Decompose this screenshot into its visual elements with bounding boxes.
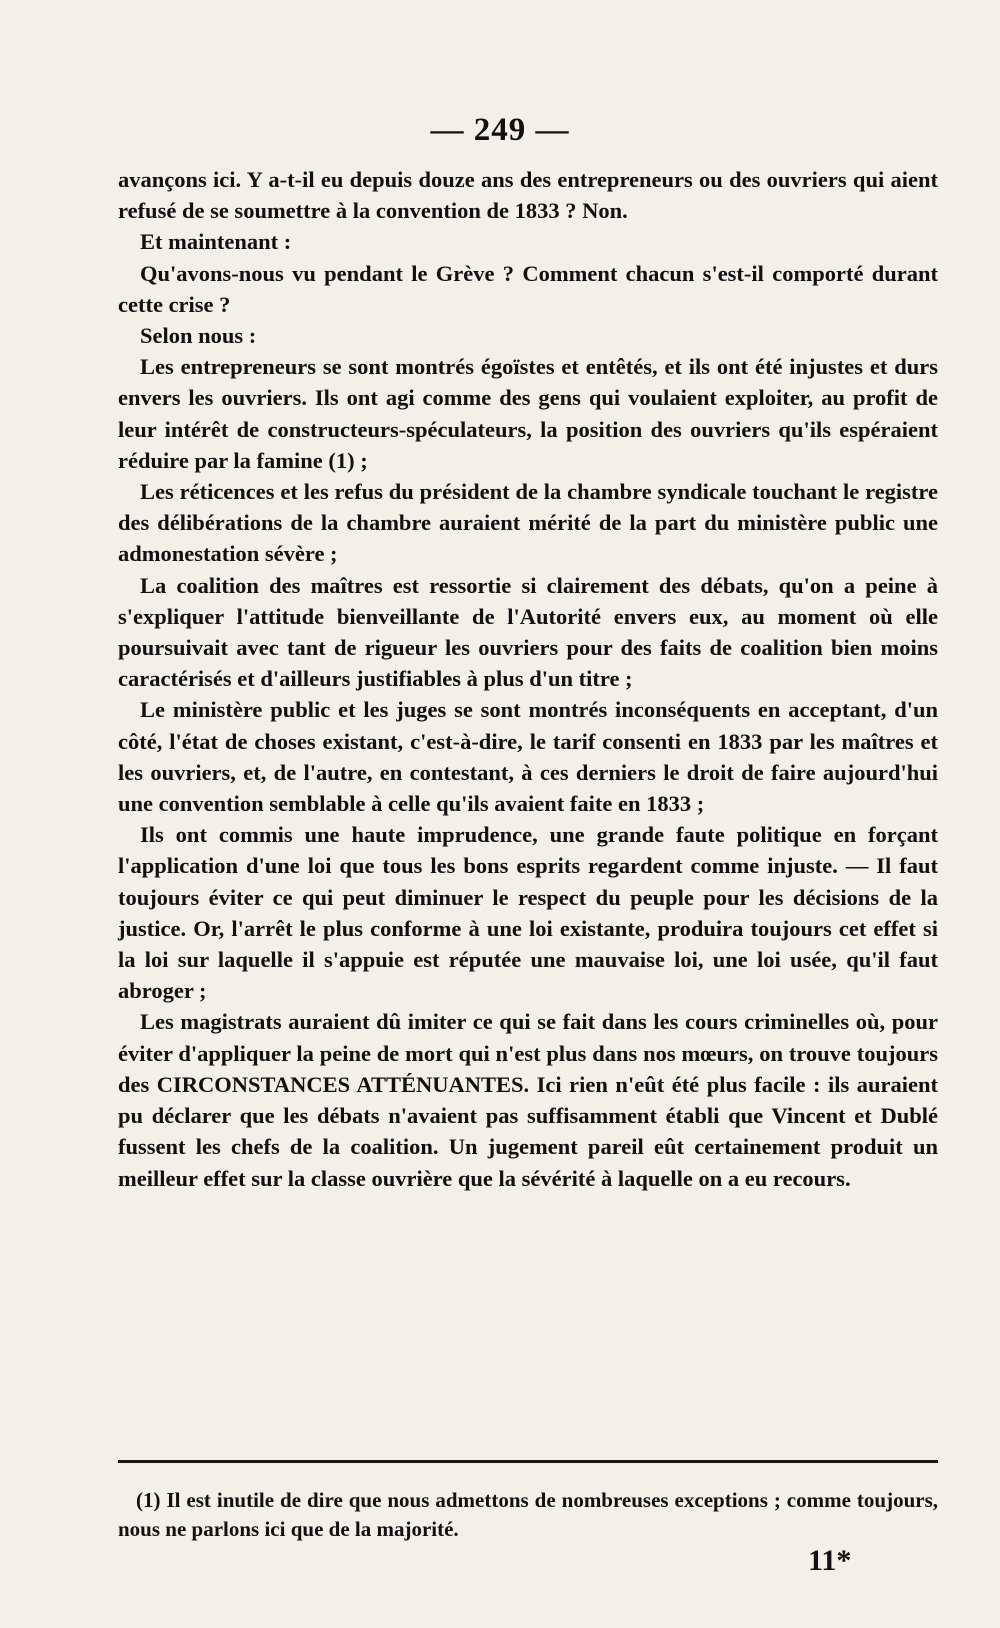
paragraph: Et maintenant :	[140, 229, 292, 255]
paragraph: Les entrepreneurs se sont montrés égoïstes et entêtés, et ils ont été injustes et durs envers les ouvriers. Ils ont agi comme des gens qui voulaient exploiter, au profit de leur intérêt de constructeurs-spéculateurs, la position des ouvriers qu'ils espéraient réduire par la famine (1) ;	[118, 354, 938, 473]
paragraph: Ils ont commis une haute imprudence, une grande faute politique en forçant l'application d'une loi que tous les bons esprits regardent comme injuste. — Il faut toujours éviter ce qui peut diminuer le respect du peuple pour les décisions de la justice. Or, l'arrêt le plus conforme à une loi existante, produira toujours cet effet si la loi sur laquelle il s'appuie est réputée une mauvaise loi, une loi usée, qu'il faut abroger ;	[118, 822, 938, 1004]
paragraph: Qu'avons-nous vu pendant le Grève ? Comment chacun s'est-il comporté durant cette crise ?	[118, 260, 938, 317]
paragraph: avançons ici. Y a-t-il eu depuis douze ans des entrepreneurs ou des ouvriers qui aient refusé de se soumettre à la convention de 1833 ? Non.	[118, 167, 938, 224]
page-number: — 249 —	[430, 112, 570, 148]
paragraph: Les réticences et les refus du président de la chambre syndicale touchant le registre des délibérations de la chambre auraient mérité de la part du ministère public une admonestation sévère ;	[118, 479, 938, 567]
paragraph: La coalition des maîtres est ressortie si clairement des débats, qu'on a peine à s'expliquer l'attitude bienveillante de l'Autorité envers eux, au moment où elle poursuivait avec tant de rigueur les ouvriers pour des faits de coalition bien moins caractérisés et d'ailleurs justifiables à plus d'un titre ;	[118, 572, 938, 692]
paragraph: Selon nous :	[140, 323, 257, 349]
paragraph: Les magistrats auraient dû imiter ce qui se fait dans les cours criminelles où, pour éviter d'appliquer la peine de mort qui n'est plus dans nos mœurs, on trouve toujours des CIRCONSTANCES ATTÉNUANTES. Ici rien n'eût été plus facile : ils auraient pu déclarer que les débats n'avaient pas suffisamment établi que Vincent et Dublé fussent les chefs de la coalition. Un jugement pareil eût certainement produit un meilleur effet sur la classe ouvrière que la sévérité à laquelle on a eu recours.	[118, 1009, 938, 1191]
paragraph: Le ministère public et les juges se sont montrés inconséquents en acceptant, d'un côté, l'état de choses existant, c'est-à-dire, le tarif consenti en 1833 par les maîtres et les ouvriers, et, de l'autre, en contestant, à ces derniers le droit de faire aujourd'hui une convention semblable à celle qu'ils avaient faite en 1833 ;	[118, 697, 938, 817]
signature-mark: 11*	[808, 1544, 852, 1577]
footnote-divider	[118, 1460, 938, 1463]
main-text	[118, 164, 938, 1194]
footnote: (1) Il est inutile de dire que nous admettons de nombreuses exceptions ; comme toujours, nous ne parlons ici que de la majorité.	[118, 1488, 938, 1541]
